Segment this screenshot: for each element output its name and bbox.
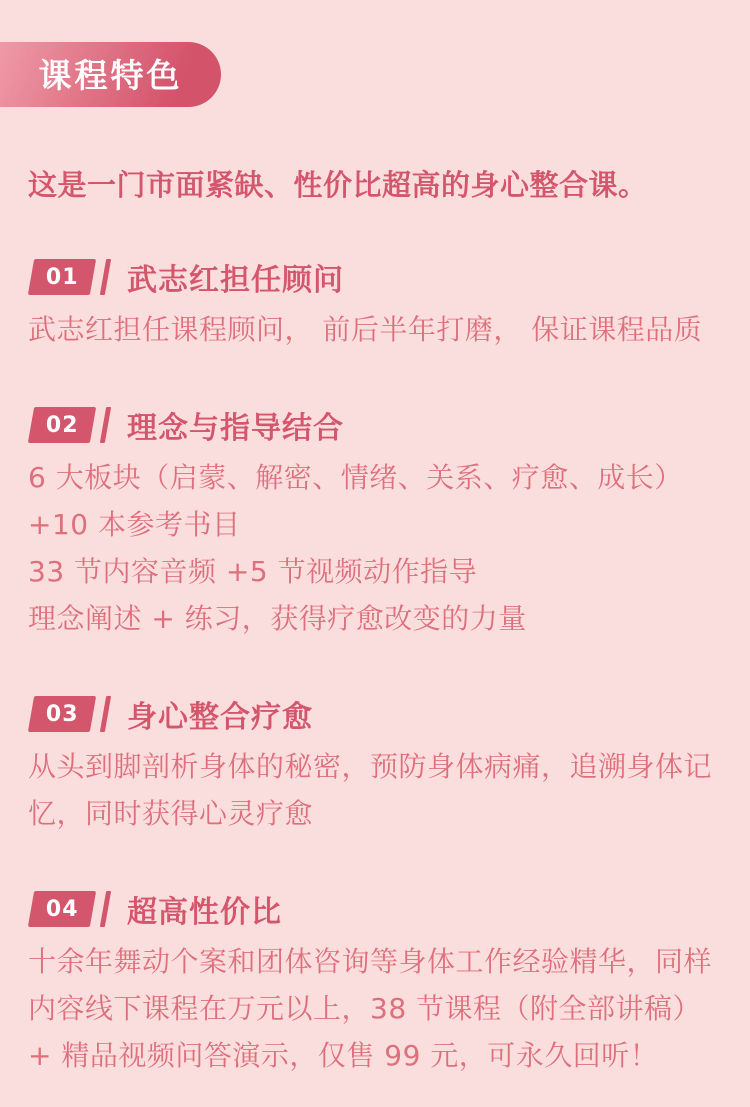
feature-section-02 (28, 406, 722, 642)
feature-title-row (28, 406, 722, 444)
feature-description: 33 节内容音频 +5 节视频动作指导 (28, 555, 478, 588)
feature-number-badge (28, 696, 96, 732)
feature-section-01 (28, 258, 722, 353)
feature-section-03 (28, 695, 722, 837)
feature-number: 02 (45, 412, 79, 438)
course-features-page (0, 42, 750, 1107)
feature-title-row (28, 258, 722, 296)
feature-description: 十余年舞动个案和团体咨询等身体工作经验精华，同样内容线下课程在万元以上，38 节课程（附全部讲稿）+ 精品视频问答演示，仅售 99 元，可永久回听！ (28, 945, 713, 1072)
feature-section-04 (28, 890, 722, 1079)
feature-title: 理念与指导结合 (127, 411, 344, 446)
slash-decoration (100, 891, 111, 927)
feature-number: 01 (45, 264, 79, 290)
feature-number: 04 (45, 896, 79, 922)
section-header-label: 课程特色 (38, 56, 183, 95)
feature-number-badge (28, 407, 96, 443)
feature-description: 6 大板块（启蒙、解密、情绪、关系、疗愈、成长）+10 本参考书目 (28, 461, 683, 541)
intro-text: 这是一门市面紧缺、性价比超高的身心整合课。 (28, 168, 648, 202)
slash-decoration (100, 259, 111, 295)
content-area (0, 165, 750, 1079)
section-header-badge (0, 42, 221, 107)
feature-title: 超高性价比 (127, 895, 282, 930)
feature-title-row (28, 890, 722, 928)
slash-decoration (100, 407, 111, 443)
feature-number: 03 (45, 701, 79, 727)
feature-title: 身心整合疗愈 (127, 700, 313, 735)
slash-decoration (100, 696, 111, 732)
feature-description: 理念阐述 + 练习，获得疗愈改变的力量 (28, 602, 527, 635)
feature-title-row (28, 695, 722, 733)
feature-title: 武志红担任顾问 (127, 263, 344, 298)
feature-description: 从头到脚剖析身体的秘密，预防身体病痛，追溯身体记忆，同时获得心灵疗愈 (28, 750, 713, 830)
feature-number-badge (28, 891, 96, 927)
feature-description: 武志红担任课程顾问， 前后半年打磨， 保证课程品质 (28, 313, 703, 346)
feature-number-badge (28, 259, 96, 295)
